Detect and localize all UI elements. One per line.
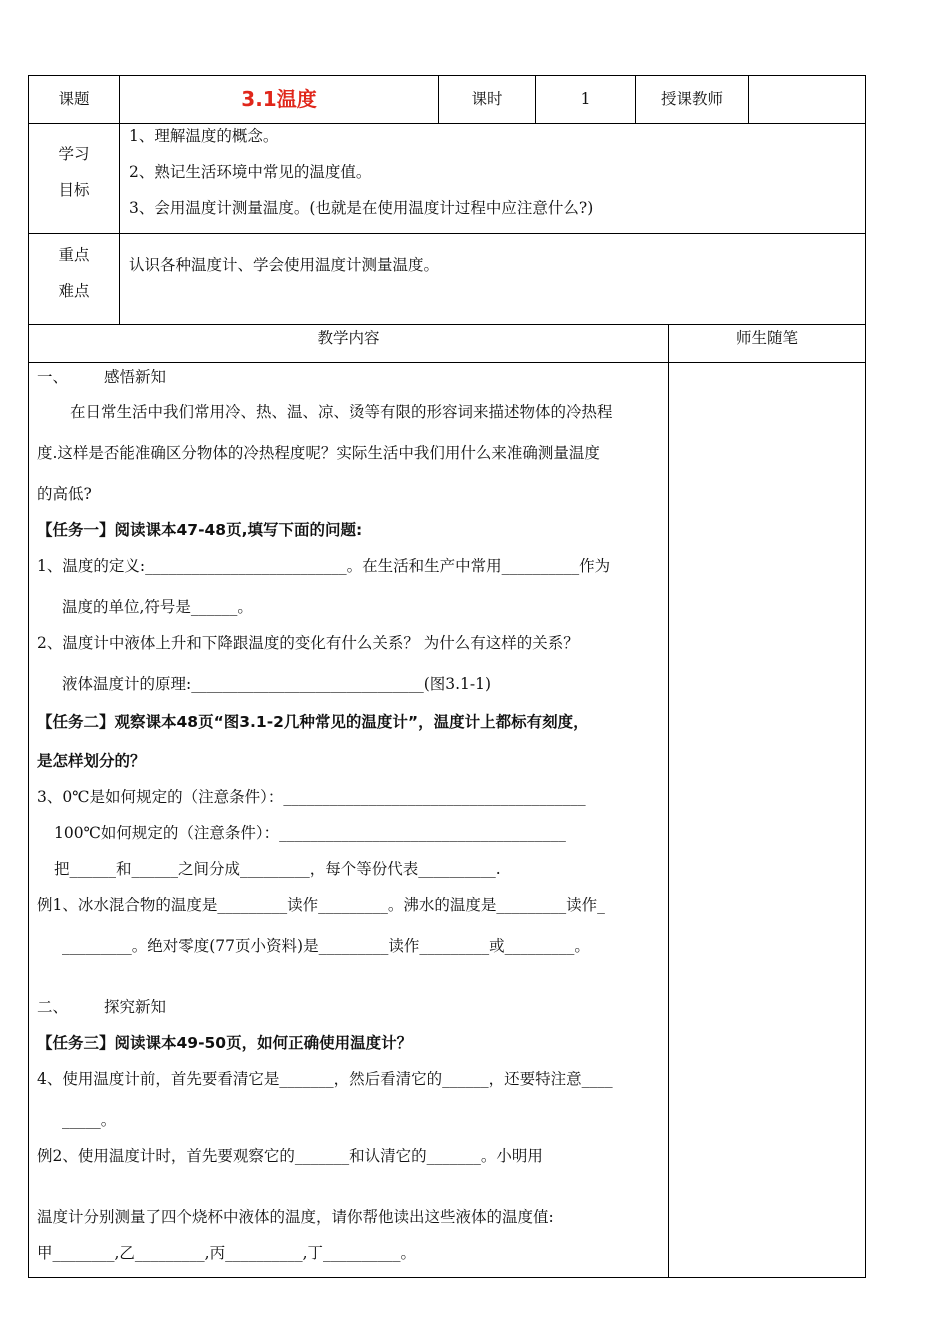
rule-bottom bbox=[28, 1277, 866, 1278]
paragraph-line: 的高低? bbox=[37, 485, 92, 503]
example-2-line-1: 例2、使用温度计时，首先要观察它的_______和认清它的_______。小明用 bbox=[37, 1147, 543, 1165]
objective-item: 1、理解温度的概念。 bbox=[129, 127, 279, 145]
task-2-heading-line-1: 【任务二】观察课本48页“图3.1-2几种常见的温度计”，温度计上都标有刻度， bbox=[37, 713, 589, 731]
task-3-heading: 【任务三】阅读课本49-50页，如何正确使用温度计？ bbox=[37, 1034, 413, 1052]
question-1-line-2: 温度的单位,符号是______。 bbox=[62, 598, 253, 616]
rule-label-col bbox=[119, 75, 120, 325]
keypoints-label-1: 重点 bbox=[58, 246, 90, 264]
rule-top bbox=[28, 75, 866, 76]
rule-content-header-bottom bbox=[28, 362, 866, 363]
period-value: 1 bbox=[580, 90, 591, 108]
section-2-title: 探究新知 bbox=[104, 998, 167, 1016]
keypoints-text: 认识各种温度计、学会使用温度计测量温度。 bbox=[129, 256, 440, 274]
objective-item: 2、熟记生活环境中常见的温度值。 bbox=[129, 163, 372, 181]
objectives-label-1: 学习 bbox=[58, 145, 90, 163]
example-1-line-2: _________。绝对零度(77页小资料)是_________读作_________或_________。 bbox=[62, 937, 590, 955]
question-4-line-1: 4、使用温度计前，首先要看清它是_______，然后看清它的______，还要特注意____ bbox=[37, 1070, 613, 1088]
content-header: 教学内容 bbox=[317, 329, 380, 347]
section-1-title: 感悟新知 bbox=[104, 368, 167, 386]
example-2-line-2: 温度计分别测量了四个烧杯中液体的温度，请你帮他读出这些液体的温度值: bbox=[37, 1208, 554, 1226]
question-3-line-3: 把______和______之间分成_________，每个等份代表__________. bbox=[54, 860, 501, 878]
section-1-number: 一、 bbox=[37, 368, 69, 386]
question-1-line-1: 1、温度的定义:__________________________。在生活和生产中常用__________作为 bbox=[37, 557, 611, 575]
task-1-heading: 【任务一】阅读课本47-48页,填写下面的问题: bbox=[37, 521, 363, 539]
rule-keypoints-bottom bbox=[28, 324, 866, 325]
notes-header: 师生随笔 bbox=[735, 329, 798, 347]
teacher-label: 授课教师 bbox=[660, 90, 723, 108]
example-1-line-1: 例1、冰水混合物的温度是_________读作_________。沸水的温度是_________读作_ bbox=[37, 896, 605, 914]
rule-right bbox=[865, 75, 866, 1278]
question-2-line-2: 液体温度计的原理:______________________________(图3.1-1) bbox=[62, 675, 492, 693]
period-label: 课时 bbox=[471, 90, 503, 108]
task-2-heading-line-2: 是怎样划分的？ bbox=[37, 752, 146, 770]
example-2-line-3: 甲________,乙_________,丙__________,丁__________。 bbox=[37, 1244, 417, 1262]
question-3-line-1: 3、0℃是如何规定的（注意条件）：_______________________________________ bbox=[37, 788, 586, 806]
rule-teacher-right bbox=[748, 75, 749, 124]
question-3-line-2: 100℃如何规定的（注意条件）：_____________________________________ bbox=[54, 824, 566, 842]
section-2-number: 二、 bbox=[37, 998, 69, 1016]
rule-header-bottom bbox=[28, 123, 866, 124]
objective-item: 3、会用温度计测量温度。(也就是在使用温度计过程中应注意什么?) bbox=[129, 199, 594, 217]
lesson-title: 3.1温度 bbox=[241, 87, 317, 111]
paragraph-line: 在日常生活中我们常用冷、热、温、凉、烫等有限的形容词来描述物体的冷热程 bbox=[70, 403, 613, 421]
question-4-line-2: _____。 bbox=[62, 1111, 117, 1129]
rule-objectives-bottom bbox=[28, 233, 866, 234]
objectives-label-2: 目标 bbox=[58, 181, 90, 199]
keypoints-label-2: 难点 bbox=[58, 282, 90, 300]
question-2-line-1: 2、温度计中液体上升和下降跟温度的变化有什么关系？ 为什么有这样的关系？ bbox=[37, 634, 579, 652]
rule-notes-col bbox=[668, 324, 669, 1278]
paragraph-line: 度.这样是否能准确区分物体的冷热程度呢？实际生活中我们用什么来准确测量温度 bbox=[37, 444, 600, 462]
subject-label: 课题 bbox=[58, 90, 90, 108]
